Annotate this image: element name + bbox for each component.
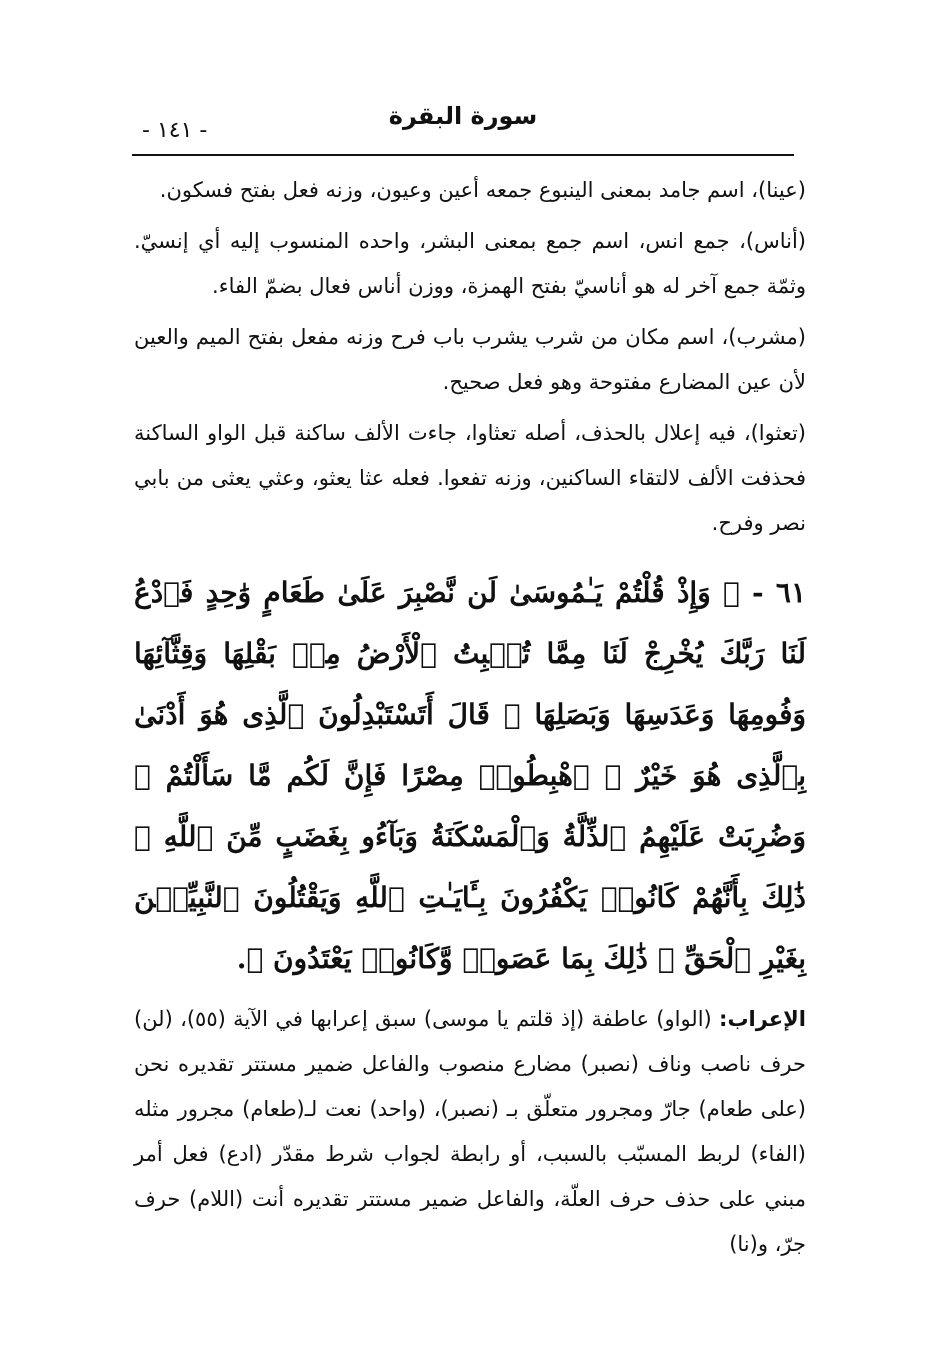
irab-paragraph — [134, 997, 806, 1267]
surah-title: سورة البقرة — [388, 102, 538, 130]
page-number: - ١٤١ - — [142, 118, 208, 143]
header-divider — [132, 154, 794, 156]
irab-text: (الواو) عاطفة (إذ قلتم يا موسى) سبق إعرابها في الآية (٥٥)، (لن) حرف ناصب وناف (نصبر) مضارع منصوب والفاعل ضمير مستتر تقديره نحن (على طعام) جارّ ومجرور متعلّق بـ (نصبر)، (واحد) نعت لـ(طعام) مجرور مثله (الفاء) لربط المسبّب بالسبب، أو رابطة لجواب شرط مقدّر (ادع) فعل أمر مبني على حذف حرف العلّة، والفاعل ضمير مستتر تقديره أنت (اللام) حرف جرّ، و(نا) — [134, 1007, 806, 1256]
page-header — [132, 100, 794, 156]
page-body — [134, 168, 806, 1273]
paragraph-unas: (أناس)، جمع انس، اسم جمع بمعنى البشر، واحده المنسوب إليه أي إنسيّ. وثمّة جمع آخر له هو أناسيّ بفتح الهمزة، ووزن أناس فعال بضمّ الفاء. — [134, 229, 806, 298]
irab-label: الإعراب: — [719, 1007, 806, 1031]
quran-verse-61: ٦١ - ﴿ وَإِذْ قُلْتُمْ يَـٰمُوسَىٰ لَن نَّصْبِرَ عَلَىٰ طَعَامٍ وَٰحِدٍ فَٱدْعُ لَنَا رَبَّكَ يُخْرِجْ لَنَا مِمَّا تُنۢبِتُ ٱلْأَرْضُ مِنۢ بَقْلِهَا وَقِثَّآئِهَا وَفُومِهَا وَعَدَسِهَا وَبَصَلِهَا ۖ قَالَ أَتَسْتَبْدِلُونَ ٱلَّذِى هُوَ أَدْنَىٰ بِٱلَّذِى هُوَ خَيْرٌ ۚ ٱهْبِطُوا۟ مِصْرًا فَإِنَّ لَكُم مَّا سَأَلْتُمْ ۗ وَضُرِبَتْ عَلَيْهِمُ ٱلذِّلَّةُ وَٱلْمَسْكَنَةُ وَبَآءُو بِغَضَبٍ مِّنَ ٱللَّهِ ۗ ذَٰلِكَ بِأَنَّهُمْ كَانُوا۟ يَكْفُرُونَ بِـَٔايَـٰتِ ٱللَّهِ وَيَقْتُلُونَ ٱلنَّبِيِّـۧنَ بِغَيْرِ ٱلْحَقِّ ۗ ذَٰلِكَ بِمَا عَصَوا۟ وَّكَانُوا۟ يَعْتَدُونَ ﴾. — [134, 576, 806, 975]
paragraph-taathaw: (تعثوا)، فيه إعلال بالحذف، أصله تعثاوا، جاءت الألف ساكنة قبل الواو الساكنة فحذفت الألف لالتقاء الساكنين، وزنه تفعوا. فعله عثا يعثو، وعثي يعثى من بابي نصر وفرح. — [134, 421, 806, 535]
paragraph-mashrab: (مشرب)، اسم مكان من شرب يشرب باب فرح وزنه مفعل بفتح الميم والعين لأن عين المضارع مفتوحة وهو فعل صحيح. — [134, 325, 806, 394]
paragraph-aynan: (عينا)، اسم جامد بمعنى الينبوع جمعه أعين وعيون، وزنه فعل بفتح فسكون. — [159, 178, 806, 202]
